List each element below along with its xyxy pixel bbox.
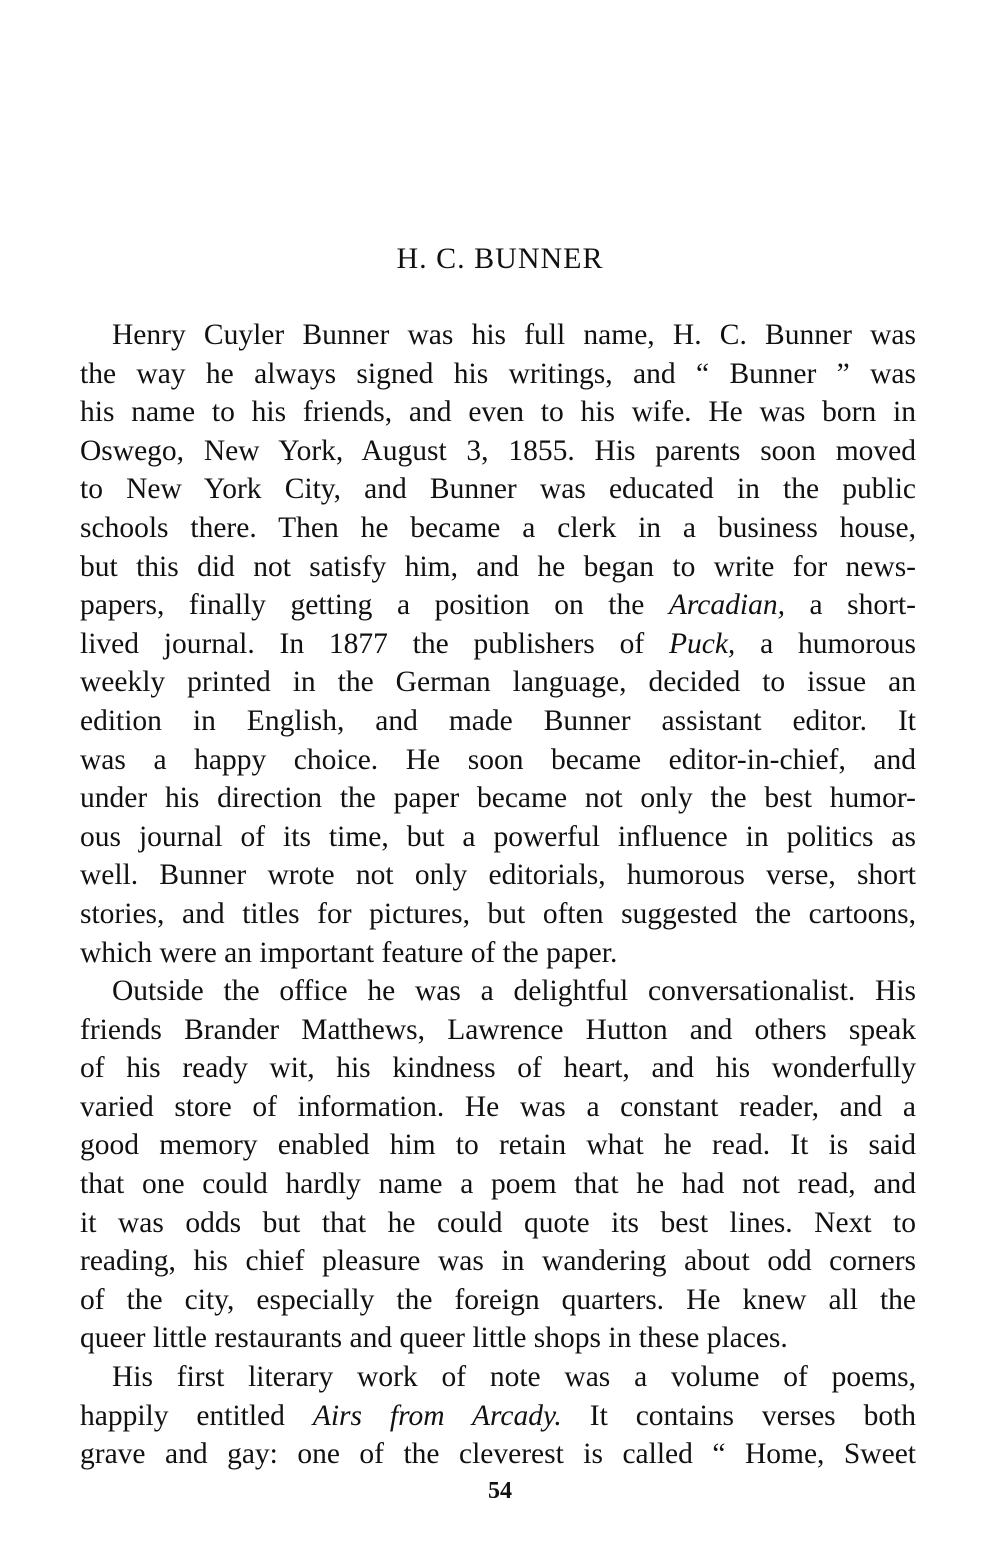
page-number: 54 — [488, 1478, 512, 1504]
text-line: schools there. Then he became a clerk in a business house, — [80, 511, 916, 544]
text-line: of his ready wit, his kindness of heart, and his wonderfully — [80, 1052, 916, 1085]
text-segment: lived journal. In 1877 the publishers of — [80, 627, 645, 660]
page-title: H. C. BUNNER — [396, 242, 604, 275]
text-line: reading, his chief pleasure was in wandering about odd corners — [80, 1245, 916, 1278]
text-line: grave and gay: one of the cleverest is called “ Home, Sweet — [80, 1438, 916, 1471]
text-line: the way he always signed his writings, and “ Bunner ” was — [80, 357, 916, 390]
text-segment: a short- — [809, 589, 917, 622]
text-line: was a happy choice. He soon became editor-in-chief, and — [80, 743, 916, 776]
book-title: Airs from Arcady. — [312, 1399, 562, 1432]
text-line: his name to his friends, and even to his wife. He was born in — [80, 396, 916, 429]
body-text — [80, 316, 916, 1474]
text-line: Outside the office he was a delightful conversationalist. His — [112, 975, 916, 1008]
text-line: to New York City, and Bunner was educated in the public — [80, 473, 916, 506]
text-line: under his direction the paper became not only the best humor- — [80, 782, 916, 815]
text-segment: papers, finally getting a position on the — [80, 589, 645, 622]
text-line: queer little restaurants and queer little shops in these places. — [80, 1322, 788, 1355]
text-line: edition in English, and made Bunner assistant editor. It — [80, 704, 916, 737]
text-line: which were an important feature of the paper. — [80, 936, 618, 969]
text-line: varied store of information. He was a constant reader, and a — [80, 1090, 916, 1123]
text-segment: happily entitled — [80, 1399, 285, 1432]
text-line: His first literary work of note was a volume of poems, — [112, 1361, 916, 1394]
text-line: well. Bunner wrote not only editorials, humorous verse, short — [80, 859, 916, 892]
text-line: of the city, especially the foreign quarters. He knew all the — [80, 1283, 916, 1316]
text-line — [80, 625, 916, 664]
text-line: it was odds but that he could quote its best lines. Next to — [80, 1206, 916, 1239]
text-line — [80, 1397, 916, 1436]
text-segment: a humorous — [760, 627, 916, 660]
text-line: but this did not satisfy him, and he began to write for news- — [80, 550, 916, 583]
text-line — [80, 586, 916, 625]
text-line: good memory enabled him to retain what he read. It is said — [80, 1129, 916, 1162]
text-line: Henry Cuyler Bunner was his full name, H. C. Bunner was — [112, 319, 916, 351]
text-line: stories, and titles for pictures, but often suggested the cartoons, — [80, 897, 916, 930]
text-line: ous journal of its time, but a powerful influence in politics as — [80, 820, 916, 853]
text-line: friends Brander Matthews, Lawrence Hutton and others speak — [80, 1013, 916, 1046]
text-line: that one could hardly name a poem that he had not read, and — [80, 1168, 916, 1201]
text-segment: It contains verses both — [589, 1399, 917, 1432]
text-line: weekly printed in the German language, decided to issue an — [80, 666, 916, 699]
periodical-title: Arcadian, — [668, 589, 785, 622]
periodical-title: Puck, — [668, 627, 736, 660]
text-line: Oswego, New York, August 3, 1855. His parents soon moved — [80, 434, 916, 467]
